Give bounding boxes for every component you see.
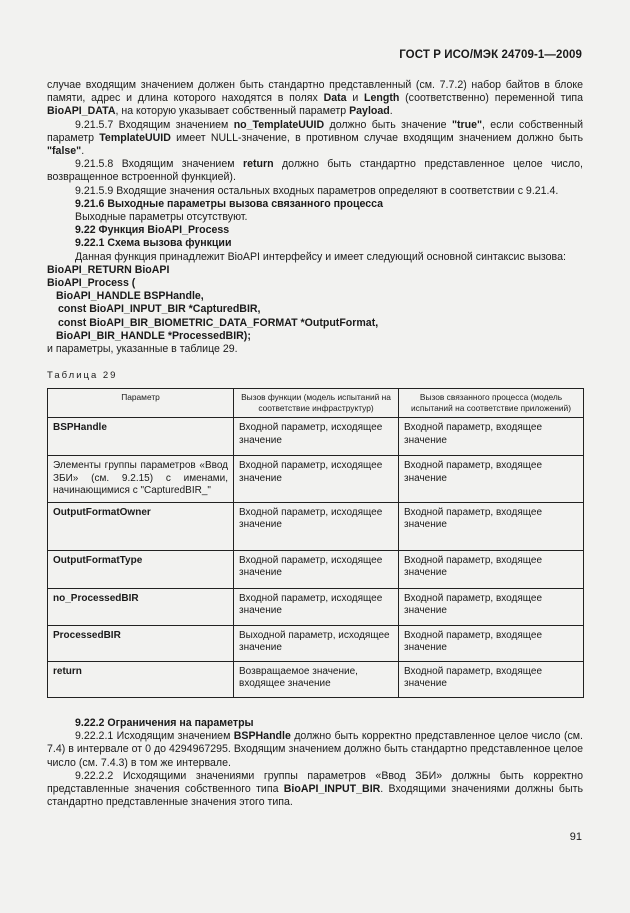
paragraph-payload: случае входящим значением должен быть стандартно представленный (см. 7.7.2) набор байтов в блоке памяти, адрес и длина которого находятся в полях Data и Length (соответственно) переменной типа BioAPI_DATA, на которую указывает собственный параметр Payload. — [47, 79, 584, 118]
paragraph-syntax-intro: Данная функция принадлежит BioAPI интерфейсу и имеет следующий основной синтаксис вызова: — [75, 250, 566, 263]
param-cell: return — [48, 661, 234, 697]
table-row — [48, 588, 584, 625]
code-line: BioAPI_Process ( — [47, 277, 136, 290]
param-cell: OutputFormatType — [48, 550, 234, 588]
body-text — [47, 79, 583, 356]
paragraph-table-ref: и параметры, указанные в таблице 29. — [47, 343, 238, 356]
call-cell: Входной параметр, исходящее значение — [234, 550, 399, 588]
table-row — [48, 502, 584, 550]
section-heading-9-22-2: 9.22.2 Ограничения на параметры — [75, 717, 254, 729]
paragraph-9-21-5-7: 9.21.5.7 Входящим значением no_TemplateUUID должно быть значение "true", если собственный параметр TemplateUUID имеет NULL-значение, в противном случае входящим значением должно быть "false". — [47, 118, 584, 158]
linked-cell: Входной параметр, входящее значение — [399, 456, 584, 503]
call-cell: Входной параметр, исходящее значение — [234, 456, 399, 503]
page-number: 91 — [569, 831, 582, 843]
param-cell: no_ProcessedBIR — [48, 588, 234, 625]
table-row — [48, 456, 584, 503]
document-id-header: ГОСТ Р ИСО/МЭК 24709-1—2009 — [399, 49, 582, 61]
code-line: BioAPI_BIR_HANDLE *ProcessedBIR); — [56, 329, 251, 342]
linked-cell: Входной параметр, входящее значение — [399, 588, 584, 625]
param-cell: ProcessedBIR — [48, 625, 234, 661]
section-heading-9-21-6: 9.21.6 Выходные параметры вызова связанного процесса — [75, 197, 384, 210]
section-heading-9-22-1: 9.22.1 Схема вызова функции — [75, 237, 232, 250]
call-cell: Входной параметр, исходящее значение — [234, 502, 399, 550]
table-caption: Таблица 29 — [47, 370, 118, 381]
paragraph-9-22-2-2: 9.22.2.2 Исходящими значениями группы параметров «Ввод ЗБИ» должны быть корректно представленные значения собственного типа BioAPI_INPUT_BIR. Входящими значениями должны быть стандартно представленные значения этого типа. — [47, 769, 583, 809]
code-line: const BioAPI_INPUT_BIR *CapturedBIR, — [58, 303, 261, 316]
paragraph-9-21-5-8: 9.21.5.8 Входящим значением return должно быть стандартно представленное целое число, возвращенное встроенной функцией). — [47, 158, 583, 184]
constraints-section — [47, 717, 583, 809]
parameters-table — [47, 388, 584, 698]
call-cell: Входной параметр, исходящее значение — [234, 418, 399, 456]
column-header: Вызов функции (модель испытаний на соответствие инфраструктур) — [234, 389, 399, 418]
param-cell: BSPHandle — [48, 418, 234, 456]
call-cell: Входной параметр, исходящее значение — [234, 588, 399, 625]
table-row — [48, 625, 584, 661]
code-line: BioAPI_HANDLE BSPHandle, — [56, 290, 204, 303]
paragraph-9-22-2-1: 9.22.2.1 Исходящим значением BSPHandle должно быть корректно представленное целое число (см. 7.4) в интервале от 0 до 4294967295. Входящим значением должно быть стандартно представленное целое число (см. 7.4.3) в том же интервале. — [47, 730, 584, 769]
linked-cell: Входной параметр, входящее значение — [399, 502, 584, 550]
param-cell: OutputFormatOwner — [48, 502, 234, 550]
code-line: BioAPI_RETURN BioAPI — [47, 263, 170, 276]
linked-cell: Входной параметр, входящее значение — [399, 661, 584, 697]
table-header-row — [48, 389, 584, 418]
param-cell: Элементы группы параметров «Ввод ЗБИ» (см. 9.2.15) с именами, начинающимися с "CapturedBIR_" — [48, 456, 234, 503]
table-row — [48, 418, 584, 456]
call-cell: Возвращаемое значение, входящее значение — [234, 661, 399, 697]
paragraph-9-21-5-9: 9.21.5.9 Входящие значения остальных входных параметров определяют в соответствии с 9.21.4. — [75, 184, 559, 197]
column-header: Вызов связанного процесса (модель испытаний на соответствие приложений) — [399, 389, 584, 418]
section-heading-9-22: 9.22 Функция BioAPI_Process — [75, 224, 230, 237]
linked-cell: Входной параметр, входящее значение — [399, 625, 584, 661]
table-row — [48, 550, 584, 588]
table-row — [48, 661, 584, 697]
code-line: const BioAPI_BIR_BIOMETRIC_DATA_FORMAT *OutputFormat, — [58, 316, 379, 329]
paragraph-no-outputs: Выходные параметры отсутствуют. — [75, 211, 248, 224]
linked-cell: Входной параметр, входящее значение — [399, 550, 584, 588]
linked-cell: Входной параметр, входящее значение — [399, 418, 584, 456]
column-header: Параметр — [48, 389, 234, 418]
call-cell: Выходной параметр, исходящее значение — [234, 625, 399, 661]
